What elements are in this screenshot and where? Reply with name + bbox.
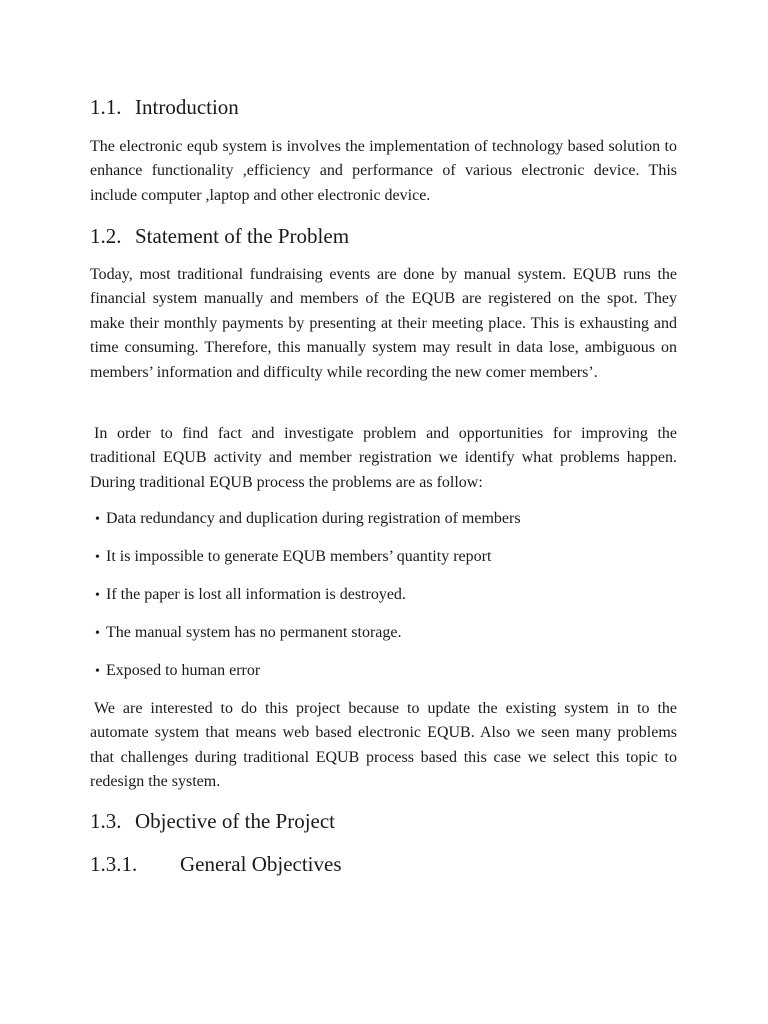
- heading-number: 1.3.1.: [90, 852, 138, 876]
- heading-statement-of-problem: [90, 224, 349, 248]
- heading-title: Statement of the Problem: [135, 224, 350, 248]
- heading-number: 1.3.: [90, 809, 122, 833]
- heading-number: 1.1.: [90, 95, 122, 119]
- bullet-icon: •: [95, 550, 100, 565]
- bullet-item: [95, 584, 406, 607]
- problem-paragraph-1: Today, most traditional fundraising events are done by manual system. EQUB runs the financial system manually and members of the EQUB are registered on the spot. They make their monthly payments by presenting at their meeting place. This is exhausting and time consuming. Therefore, this manually system may result in data lose, ambiguous on members’ information and difficulty while recording the new comer members’.: [90, 266, 677, 381]
- heading-title: Introduction: [135, 95, 239, 119]
- heading-number: 1.2.: [90, 224, 122, 248]
- problem-paragraph-2: In order to find fact and investigate problem and opportunities for improving the traditional EQUB activity and member registration we identify what problems happen. During traditional EQUB process the problems are as follow:: [90, 425, 677, 491]
- bullet-item: [95, 508, 521, 531]
- bullet-icon: •: [95, 664, 100, 679]
- bullet-text: It is impossible to generate EQUB members’ quantity report: [106, 548, 492, 565]
- heading-objective: [90, 809, 335, 833]
- bullet-item: [95, 660, 260, 683]
- bullet-text: If the paper is lost all information is destroyed.: [106, 586, 406, 603]
- bullet-icon: •: [95, 588, 100, 603]
- bullet-icon: •: [95, 626, 100, 641]
- heading-title: Objective of the Project: [135, 809, 336, 833]
- bullet-item: [95, 622, 401, 645]
- bullet-text: The manual system has no permanent storage.: [106, 624, 402, 641]
- bullet-text: Exposed to human error: [106, 662, 261, 679]
- bullet-item: [95, 546, 491, 569]
- bullet-text: Data redundancy and duplication during registration of members: [106, 510, 521, 527]
- intro-paragraph: The electronic equb system is involves the implementation of technology based solution to enhance functionality ,efficiency and performance of various electronic device. This include computer ,laptop and other electronic device.: [90, 138, 677, 204]
- problem-paragraph-3: We are interested to do this project because to update the existing system in to the automate system that means web based electronic EQUB. Also we seen many problems that challenges during traditional EQUB process based this case we select this topic to redesign the system.: [90, 700, 677, 791]
- heading-general-objectives: [90, 852, 342, 876]
- heading-title: General Objectives: [180, 852, 342, 876]
- heading-introduction: [90, 95, 239, 119]
- bullet-icon: •: [95, 512, 100, 527]
